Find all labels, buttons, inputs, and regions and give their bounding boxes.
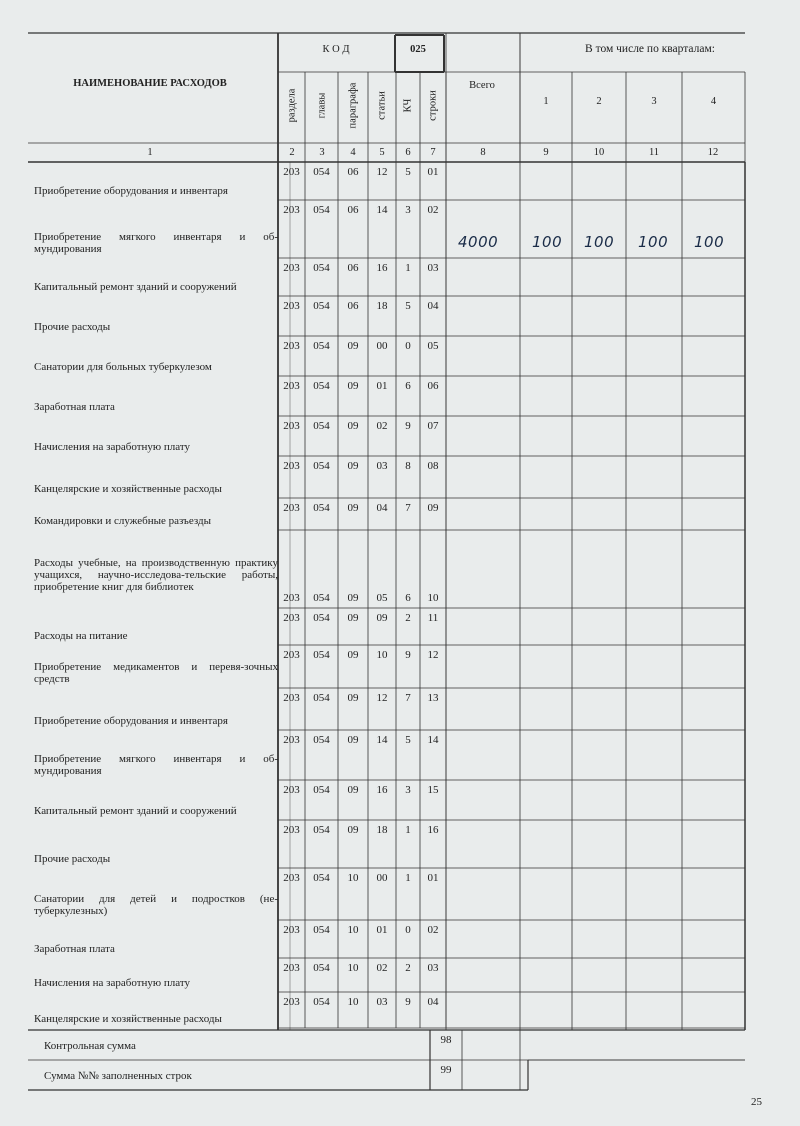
handwritten-value: 100: [584, 233, 615, 251]
row-name: Начисления на заработную плату: [34, 977, 191, 989]
row-code-cell: 12: [427, 649, 439, 661]
column-number-5: 5: [379, 147, 385, 158]
row-code-cell: 9: [405, 649, 411, 661]
row-code-cell: 203: [283, 420, 300, 432]
name-column-header: НАИМЕНОВАНИЕ РАСХОДОВ: [73, 78, 227, 89]
row-code-cell: 18: [376, 824, 388, 836]
column-number-4: 4: [350, 147, 356, 158]
row-code-cell: 04: [427, 996, 439, 1008]
row-code-cell: 054: [313, 872, 330, 884]
row-code-cell: 054: [313, 420, 330, 432]
page-number: 25: [751, 1096, 762, 1108]
column-number-7: 7: [430, 147, 436, 158]
row-code-cell: 203: [283, 649, 300, 661]
row-code-cell: 203: [283, 204, 300, 216]
row-code-cell: 9: [405, 996, 411, 1008]
row-name: Заработная плата: [34, 943, 115, 955]
row-code-cell: 7: [405, 502, 411, 514]
row-code-cell: 203: [283, 784, 300, 796]
row-code-cell: 203: [283, 262, 300, 274]
row-code-cell: 01: [427, 872, 439, 884]
row-code-cell: 203: [283, 612, 300, 624]
column-number-3: 3: [319, 147, 325, 158]
row-code-cell: 1: [405, 824, 411, 836]
row-name: Расходы учебные, на производственную практику учащихся, научно-исследова-тельские работы, приобретение книг для библиотек: [34, 557, 278, 593]
row-name: Канцелярские и хозяйственные расходы: [34, 483, 222, 495]
row-name: Санатории для детей и подростков (не-туберкулезных): [34, 893, 278, 917]
row-code-cell: 203: [283, 300, 300, 312]
row-code-cell: 05: [427, 340, 439, 352]
row-code-cell: 054: [313, 204, 330, 216]
row-code-cell: 10: [347, 924, 359, 936]
row-code-cell: 02: [376, 420, 388, 432]
row-code-cell: 054: [313, 340, 330, 352]
row-name: Капитальный ремонт зданий и сооружений: [34, 805, 237, 817]
column-number-9: 9: [543, 147, 549, 158]
row-code-cell: 06: [347, 300, 359, 312]
row-code-cell: 5: [405, 166, 411, 178]
row-code-cell: 14: [376, 204, 388, 216]
row-code-cell: 09: [347, 420, 359, 432]
row-code-cell: 01: [376, 924, 388, 936]
row-code-cell: 1: [405, 262, 411, 274]
row-code-cell: 203: [283, 340, 300, 352]
row-code-cell: 10: [376, 649, 388, 661]
column-number-1: 1: [147, 147, 153, 158]
quarter-header-4: 4: [710, 96, 717, 107]
row-code-cell: 054: [313, 166, 330, 178]
row-code-cell: 203: [283, 924, 300, 936]
row-code-cell: 09: [347, 734, 359, 746]
kod-number: 025: [410, 44, 426, 55]
row-code-cell: 04: [427, 300, 439, 312]
row-code-cell: 054: [313, 592, 330, 604]
vertical-header-0: раздела: [286, 88, 297, 123]
row-code-cell: 09: [347, 592, 359, 604]
row-code-cell: 3: [405, 784, 411, 796]
row-code-cell: 0: [405, 924, 411, 936]
row-code-cell: 054: [313, 962, 330, 974]
row-name: Приобретение медикаментов и перевя-зочных средств: [34, 661, 278, 685]
row-code-cell: 10: [347, 872, 359, 884]
row-code-cell: 09: [347, 380, 359, 392]
row-code-cell: 054: [313, 924, 330, 936]
row-code-cell: 09: [427, 502, 439, 514]
row-name: Командировки и служебные разъезды: [34, 515, 211, 527]
row-code-cell: 203: [283, 502, 300, 514]
row-code-cell: 06: [427, 380, 439, 392]
row-code-cell: 203: [283, 734, 300, 746]
handwritten-value: 100: [532, 233, 563, 251]
row-code-cell: 16: [376, 784, 388, 796]
row-name: Приобретение оборудования и инвентаря: [34, 715, 228, 727]
quarter-header-2: 2: [596, 96, 602, 107]
row-code-cell: 09: [347, 824, 359, 836]
row-code-cell: 10: [347, 962, 359, 974]
row-code-cell: 09: [347, 460, 359, 472]
row-code-cell: 13: [427, 692, 439, 704]
vertical-header-3: статьи: [376, 91, 388, 120]
row-name: Канцелярские и хозяйственные расходы: [34, 1013, 222, 1025]
kod-header: К О Д: [322, 44, 350, 55]
row-name: Приобретение мягкого инвентаря и об-мундирования: [34, 753, 278, 777]
row-code-cell: 6: [405, 380, 411, 392]
vertical-header-5: строки: [427, 90, 439, 121]
row-code-cell: 03: [376, 996, 388, 1008]
row-name: Приобретение мягкого инвентаря и об-мундирования: [34, 231, 278, 255]
row-code-cell: 5: [405, 300, 411, 312]
row-code-cell: 16: [376, 262, 388, 274]
row-code-cell: 06: [347, 262, 359, 274]
column-number-11: 11: [648, 147, 660, 158]
vertical-header-2: параграфа: [347, 82, 359, 129]
row-code-cell: 203: [283, 460, 300, 472]
row-code-cell: 8: [405, 460, 411, 472]
row-code-cell: 01: [376, 380, 388, 392]
vertical-header-4: КЧ: [402, 98, 414, 113]
row-code-cell: 054: [313, 300, 330, 312]
vsego-header: Всего: [469, 80, 495, 91]
row-code-cell: 03: [376, 460, 388, 472]
row-code-cell: 12: [376, 166, 388, 178]
row-code-cell: 203: [283, 962, 300, 974]
row-code-cell: 054: [313, 784, 330, 796]
quarter-header-3: 3: [651, 96, 657, 107]
quarter-header-1: 1: [543, 96, 549, 107]
row-code-cell: 2: [405, 962, 411, 974]
row-code-cell: 16: [427, 824, 439, 836]
row-code-cell: 06: [347, 166, 359, 178]
row-code-cell: 203: [283, 824, 300, 836]
row-code-cell: 054: [313, 649, 330, 661]
row-code-cell: 054: [313, 380, 330, 392]
row-code-cell: 054: [313, 996, 330, 1008]
vertical-header-1: главы: [316, 92, 327, 119]
row-code-cell: 054: [313, 612, 330, 624]
row-code-cell: 10: [427, 592, 439, 604]
row-name: Заработная плата: [34, 401, 115, 413]
row-code-cell: 054: [313, 262, 330, 274]
row-code-cell: 03: [427, 262, 439, 274]
row-code-cell: 05: [376, 592, 388, 604]
row-code-cell: 054: [313, 692, 330, 704]
column-number-8: 8: [480, 147, 486, 158]
row-code-cell: 054: [313, 460, 330, 472]
row-code-cell: 09: [347, 340, 359, 352]
row-code-cell: 09: [347, 784, 359, 796]
row-code-cell: 0: [405, 340, 411, 352]
row-code-cell: 06: [347, 204, 359, 216]
row-code-cell: 3: [405, 204, 411, 216]
quarters-header: В том числе по кварталам:: [585, 43, 715, 55]
row-code-cell: 09: [347, 502, 359, 514]
row-name: Начисления на заработную плату: [34, 441, 191, 453]
row-code-cell: 12: [376, 692, 388, 704]
row-name: Санатории для больных туберкулезом: [34, 361, 212, 373]
row-code-cell: 08: [427, 460, 439, 472]
row-name: Прочие расходы: [34, 321, 111, 333]
row-code-cell: 203: [283, 166, 300, 178]
row-code-cell: 7: [405, 692, 411, 704]
row-code-cell: 02: [376, 962, 388, 974]
row-code-cell: 203: [283, 996, 300, 1008]
row-code-cell: 04: [376, 502, 388, 514]
footer-code: 98: [440, 1034, 452, 1046]
footer-code: 99: [440, 1064, 452, 1076]
column-number-2: 2: [289, 147, 295, 158]
footer-label: Сумма №№ заполненных строк: [44, 1070, 192, 1082]
row-code-cell: 09: [376, 612, 388, 624]
column-number-6: 6: [405, 147, 411, 158]
row-code-cell: 1: [405, 872, 411, 884]
row-code-cell: 14: [376, 734, 388, 746]
row-code-cell: 14: [427, 734, 439, 746]
row-code-cell: 2: [405, 612, 411, 624]
row-code-cell: 02: [427, 924, 439, 936]
row-code-cell: 15: [427, 784, 439, 796]
handwritten-value: 100: [694, 233, 725, 251]
row-code-cell: 203: [283, 380, 300, 392]
row-code-cell: 10: [347, 996, 359, 1008]
row-code-cell: 9: [405, 420, 411, 432]
row-code-cell: 03: [427, 962, 439, 974]
row-name: Расходы на питание: [34, 630, 128, 642]
row-code-cell: 11: [427, 612, 439, 624]
column-number-10: 10: [593, 147, 605, 158]
row-code-cell: 02: [427, 204, 439, 216]
row-code-cell: 18: [376, 300, 388, 312]
row-code-cell: 054: [313, 502, 330, 514]
handwritten-value: 100: [638, 233, 669, 251]
handwritten-value: 4000: [458, 233, 499, 251]
row-name: Капитальный ремонт зданий и сооружений: [34, 281, 237, 293]
row-code-cell: 054: [313, 824, 330, 836]
row-code-cell: 07: [427, 420, 439, 432]
footer-label: Контрольная сумма: [44, 1040, 136, 1052]
row-code-cell: 00: [376, 340, 388, 352]
row-code-cell: 054: [313, 734, 330, 746]
row-code-cell: 09: [347, 649, 359, 661]
row-code-cell: 6: [405, 592, 411, 604]
row-code-cell: 01: [427, 166, 439, 178]
row-code-cell: 00: [376, 872, 388, 884]
row-code-cell: 203: [283, 872, 300, 884]
row-name: Приобретение оборудования и инвентаря: [34, 185, 228, 197]
column-number-12: 12: [707, 147, 719, 158]
row-code-cell: 5: [405, 734, 411, 746]
row-code-cell: 09: [347, 612, 359, 624]
row-code-cell: 203: [283, 692, 300, 704]
row-name: Прочие расходы: [34, 853, 111, 865]
row-code-cell: 09: [347, 692, 359, 704]
row-code-cell: 203: [283, 592, 300, 604]
